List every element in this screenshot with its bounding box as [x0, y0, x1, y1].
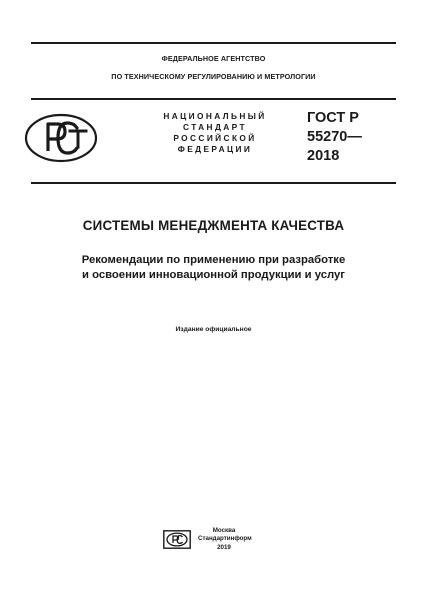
national-standard-line: РОССИЙСКОЙ: [173, 133, 257, 143]
publication-year: 2019: [217, 543, 231, 551]
gost-designation-line3: 2018: [307, 148, 340, 164]
publisher-imprint: [198, 527, 250, 552]
document-title: СИСТЕМЫ МЕНЕДЖМЕНТА КАЧЕСТВА: [82, 218, 345, 233]
document-subtitle: [31, 253, 396, 283]
national-standard-line: СТАНДАРТ: [183, 122, 247, 132]
edition-label: Издание официальное: [175, 326, 252, 333]
agency-name-line1: ФЕДЕРАЛЬНОЕ АГЕНТСТВО: [161, 54, 266, 63]
publisher-name: Стандартинформ: [198, 535, 252, 543]
national-standard-label: [150, 111, 280, 155]
gost-designation-line1: ГОСТ Р: [307, 110, 359, 126]
rst-certification-mark-icon: [24, 113, 98, 163]
standard-block-rule: [31, 182, 396, 184]
national-standard-line: ФЕДЕРАЦИИ: [177, 144, 253, 154]
top-rule: [31, 42, 396, 44]
gost-designation: [307, 109, 397, 166]
document-subtitle-line2: и освоении инновационной продукции и услуг: [81, 269, 346, 281]
agency-name-line2: ПО ТЕХНИЧЕСКОМУ РЕГУЛИРОВАНИЮ И МЕТРОЛОГИИ: [111, 72, 316, 81]
standartinform-logo-icon: [163, 530, 191, 549]
header-rule: [31, 98, 396, 100]
gost-designation-line2: 55270—: [307, 129, 362, 145]
national-standard-line: НАЦИОНАЛЬНЫЙ: [163, 111, 267, 121]
publisher-city: Москва: [212, 527, 236, 534]
document-subtitle-line1: Рекомендации по применению при разработке: [81, 254, 346, 266]
